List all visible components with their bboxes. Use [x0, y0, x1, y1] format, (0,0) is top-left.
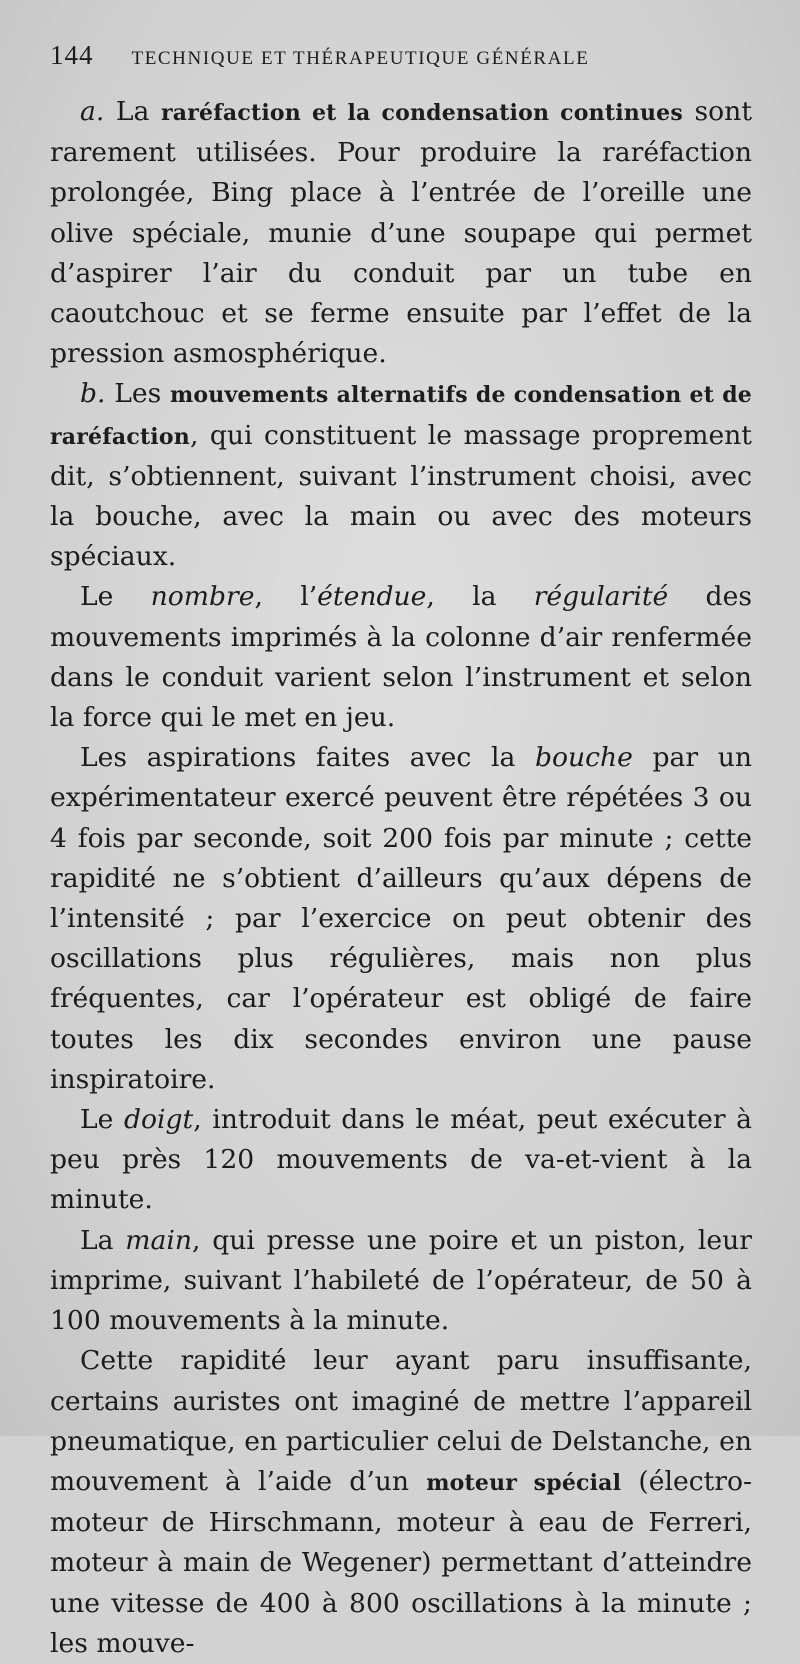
paragraph-doigt — [50, 1100, 752, 1221]
text-run: La — [104, 96, 162, 127]
italic-term: nombre — [150, 581, 255, 613]
paragraph-main — [50, 1221, 752, 1342]
bold-term: mouvements alternatifs de condensation et de raréfaction — [50, 382, 752, 450]
page-number: 144 — [50, 40, 94, 70]
running-title: TECHNIQUE ET THÉRAPEUTIQUE GÉNÉRALE — [131, 48, 590, 69]
text-run: , la — [426, 581, 534, 613]
bold-term: moteur spécial — [426, 1469, 622, 1496]
list-label: a. — [80, 96, 105, 127]
text-run: Le — [80, 1104, 124, 1136]
italic-term: main — [125, 1224, 193, 1256]
list-label: b. — [80, 378, 106, 410]
text-run: des mouvements imprimés à la colonne d’air renfermée dans le conduit varient selon l’instrument et selon la force qui le met en jeu. — [50, 581, 752, 734]
text-run: , qui constituent le massage proprement dit, s’obtiennent, suivant l’instrument choisi, avec la bouche, avec la main ou avec des moteurs spéciaux. — [50, 419, 752, 573]
paragraph-moteur — [50, 1341, 752, 1664]
text-run: , l’ — [254, 581, 318, 613]
paragraph-bouche — [50, 738, 752, 1100]
text-run: Les — [105, 378, 170, 410]
text-run: Cette rapidité leur ayant paru insuffisante, certains auristes ont imaginé de mettre l’appareil pneumatique, en particulier celui de Delstanche, en mouvement à l’aide d’un — [50, 1345, 752, 1497]
paragraph-a — [50, 92, 752, 374]
italic-term: étendue — [317, 581, 427, 613]
text-run: , qui presse une poire et un piston, leur imprime, suivant l’habileté de l’opérateur, de 50 à 100 mouvements à la minute. — [50, 1224, 753, 1337]
text-run: , introduit dans le méat, peut exécuter à peu près 120 mouvements de va-et-vient à la minute. — [50, 1104, 752, 1216]
paragraph-nombre — [50, 577, 752, 738]
italic-term: bouche — [534, 742, 633, 774]
text-run: Le — [80, 581, 151, 613]
body-text — [50, 92, 752, 1664]
bold-term: raréfaction et la condensation continues — [161, 100, 683, 126]
running-head — [50, 40, 710, 71]
italic-term: régularité — [533, 581, 669, 613]
text-run: sont rarement utilisées. Pour produire la raréfaction prolongée, Bing place à l’entrée de l’oreille une olive spéciale, munie d’une soupape qui permet d’aspirer l’air du conduit par un tube en caoutchouc et se ferme ensuite par l’effet de la pression asmosphérique. — [50, 96, 752, 370]
text-run: par un expérimentateur exercé peuvent être répétées 3 ou 4 fois par seconde, soit 200 fois par minute ; cette rapidité ne s’obtient d’ailleurs qu’aux dépens de l’intensité ; par l’exercice on peut obtenir des oscillations plus régulières, mais non plus fréquentes, car l’opérateur est obligé de faire toutes les dix secondes environ une pause inspiratoire. — [50, 742, 752, 1095]
text-run: Les aspirations faites avec la — [80, 742, 535, 774]
text-run: La — [80, 1224, 126, 1256]
paragraph-b — [50, 374, 752, 577]
text-run: (électro-moteur de Hirschmann, moteur à eau de Ferreri, moteur à main de Wegener) permettant d’atteindre une vitesse de 400 à 800 oscillations à la minute ; les mouve- — [50, 1465, 752, 1659]
italic-term: doigt — [123, 1104, 194, 1136]
